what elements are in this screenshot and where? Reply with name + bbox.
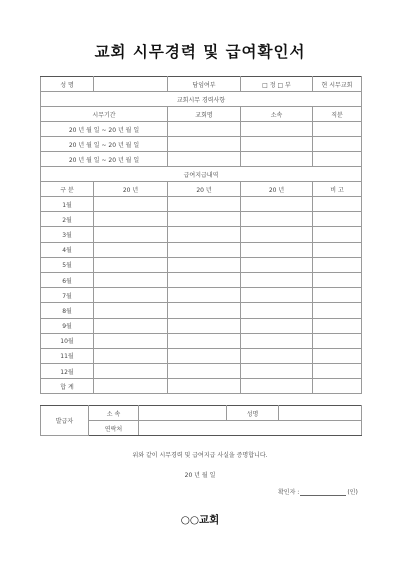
salary-total-row — [41, 379, 362, 394]
salary-cell[interactable] — [313, 364, 362, 379]
month-label: 1월 — [41, 197, 94, 212]
career-church-field[interactable] — [168, 152, 241, 167]
total-cell[interactable] — [94, 379, 168, 394]
certify-text: 위와 같이 시무경력 및 급여지급 사실을 증명합니다. — [132, 452, 268, 459]
salary-row — [41, 348, 362, 363]
career-header-church: 교회명 — [168, 107, 241, 122]
salary-row — [41, 364, 362, 379]
salary-row — [41, 333, 362, 348]
confirmer-line — [278, 487, 358, 496]
salary-cell[interactable] — [168, 197, 241, 212]
salary-row — [41, 257, 362, 272]
salary-cell[interactable] — [313, 197, 362, 212]
charge-label: 담임여부 — [168, 77, 241, 92]
salary-cell[interactable] — [241, 197, 313, 212]
salary-cell[interactable] — [241, 318, 313, 333]
charge-options[interactable]: □ 정 □ 부 — [241, 77, 313, 92]
career-period[interactable]: 20 년 월 일 ~ 20 년 월 일 — [41, 152, 168, 167]
salary-cell[interactable] — [168, 364, 241, 379]
salary-cell[interactable] — [94, 348, 168, 363]
salary-cell[interactable] — [94, 318, 168, 333]
header-row — [41, 77, 362, 92]
salary-cell[interactable] — [168, 288, 241, 303]
salary-header-year2: 20 년 — [168, 182, 241, 197]
salary-cell[interactable] — [241, 212, 313, 227]
salary-cell[interactable] — [94, 227, 168, 242]
salary-cell[interactable] — [94, 303, 168, 318]
career-row — [41, 137, 362, 152]
salary-row — [41, 318, 362, 333]
salary-cell[interactable] — [313, 303, 362, 318]
salary-cell[interactable] — [94, 333, 168, 348]
salary-cell[interactable] — [94, 288, 168, 303]
salary-header-remarks: 비 고 — [313, 182, 362, 197]
career-affiliation-field[interactable] — [241, 152, 313, 167]
career-position-field[interactable] — [313, 152, 362, 167]
salary-cell[interactable] — [313, 288, 362, 303]
confirmer-label: 확인자 : — [278, 489, 300, 496]
career-position-field[interactable] — [313, 137, 362, 152]
document-title: 교회 시무경력 및 급여확인서 — [94, 43, 306, 61]
salary-cell[interactable] — [94, 197, 168, 212]
salary-cell[interactable] — [313, 257, 362, 272]
issuer-table — [40, 405, 362, 436]
issuer-contact-label: 연락처 — [89, 421, 139, 436]
month-label: 11월 — [41, 348, 94, 363]
issuer-affiliation-field[interactable] — [139, 406, 227, 421]
salary-header-year1: 20 년 — [94, 182, 168, 197]
career-header-affiliation: 소속 — [241, 107, 313, 122]
date-text: 20 년 월 일 — [184, 472, 216, 479]
month-label: 8월 — [41, 303, 94, 318]
salary-cell[interactable] — [313, 333, 362, 348]
salary-cell[interactable] — [241, 348, 313, 363]
salary-row — [41, 272, 362, 287]
salary-header-category: 구 분 — [41, 182, 94, 197]
career-header-position: 직분 — [313, 107, 362, 122]
issuer-label: 발급자 — [41, 406, 89, 436]
month-label: 2월 — [41, 212, 94, 227]
career-affiliation-field[interactable] — [241, 122, 313, 137]
salary-cell[interactable] — [313, 242, 362, 257]
salary-cell[interactable] — [168, 303, 241, 318]
salary-cell[interactable] — [241, 303, 313, 318]
salary-cell[interactable] — [94, 364, 168, 379]
salary-cell[interactable] — [168, 212, 241, 227]
issuer-name-field[interactable] — [279, 406, 362, 421]
name-label: 성 명 — [41, 77, 94, 92]
salary-cell[interactable] — [168, 348, 241, 363]
salary-cell[interactable] — [94, 242, 168, 257]
salary-row — [41, 242, 362, 257]
salary-cell[interactable] — [168, 318, 241, 333]
career-section-title: 교회시무 경력사항 — [41, 92, 362, 107]
salary-row — [41, 227, 362, 242]
issuer-name-label: 성명 — [227, 406, 279, 421]
salary-cell[interactable] — [313, 227, 362, 242]
salary-cell[interactable] — [94, 257, 168, 272]
salary-cell[interactable] — [168, 242, 241, 257]
total-cell[interactable] — [313, 379, 362, 394]
career-church-field[interactable] — [168, 122, 241, 137]
month-label: 10월 — [41, 333, 94, 348]
salary-cell[interactable] — [241, 272, 313, 287]
salary-cell[interactable] — [313, 318, 362, 333]
salary-cell[interactable] — [313, 272, 362, 287]
salary-cell[interactable] — [241, 242, 313, 257]
total-label: 합 계 — [41, 379, 94, 394]
salary-cell[interactable] — [313, 212, 362, 227]
salary-cell[interactable] — [241, 364, 313, 379]
salary-cell[interactable] — [168, 257, 241, 272]
salary-row — [41, 197, 362, 212]
month-label: 3월 — [41, 227, 94, 242]
salary-row — [41, 303, 362, 318]
salary-section-title: 급여지급내역 — [41, 167, 362, 182]
salary-cell[interactable] — [168, 227, 241, 242]
total-cell[interactable] — [241, 379, 313, 394]
salary-row — [41, 212, 362, 227]
confirmer-signature-field[interactable] — [300, 490, 346, 496]
salary-cell[interactable] — [313, 348, 362, 363]
current-church-label: 현 시무교회 — [313, 77, 362, 92]
salary-cell[interactable] — [94, 272, 168, 287]
month-label: 6월 — [41, 272, 94, 287]
main-form-table — [40, 76, 362, 394]
salary-cell[interactable] — [241, 288, 313, 303]
church-name: ○○교회 — [180, 514, 220, 526]
month-label: 12월 — [41, 364, 94, 379]
salary-row — [41, 288, 362, 303]
name-field[interactable] — [94, 77, 168, 92]
month-label: 7월 — [41, 288, 94, 303]
salary-cell[interactable] — [168, 272, 241, 287]
salary-cell[interactable] — [241, 333, 313, 348]
salary-cell[interactable] — [241, 227, 313, 242]
issuer-contact-field[interactable] — [139, 421, 362, 436]
career-row — [41, 122, 362, 137]
career-row — [41, 152, 362, 167]
month-label: 5월 — [41, 257, 94, 272]
career-period[interactable]: 20 년 월 일 ~ 20 년 월 일 — [41, 137, 168, 152]
seal-mark: (인) — [347, 489, 358, 496]
issuer-affiliation-label: 소 속 — [89, 406, 139, 421]
salary-cell[interactable] — [241, 257, 313, 272]
salary-cell[interactable] — [94, 212, 168, 227]
salary-header-year3: 20 년 — [241, 182, 313, 197]
month-label: 9월 — [41, 318, 94, 333]
career-header-period: 시무기간 — [41, 107, 168, 122]
month-label: 4월 — [41, 242, 94, 257]
career-affiliation-field[interactable] — [241, 137, 313, 152]
total-cell[interactable] — [168, 379, 241, 394]
career-church-field[interactable] — [168, 137, 241, 152]
salary-cell[interactable] — [168, 333, 241, 348]
career-period[interactable]: 20 년 월 일 ~ 20 년 월 일 — [41, 122, 168, 137]
career-position-field[interactable] — [313, 122, 362, 137]
